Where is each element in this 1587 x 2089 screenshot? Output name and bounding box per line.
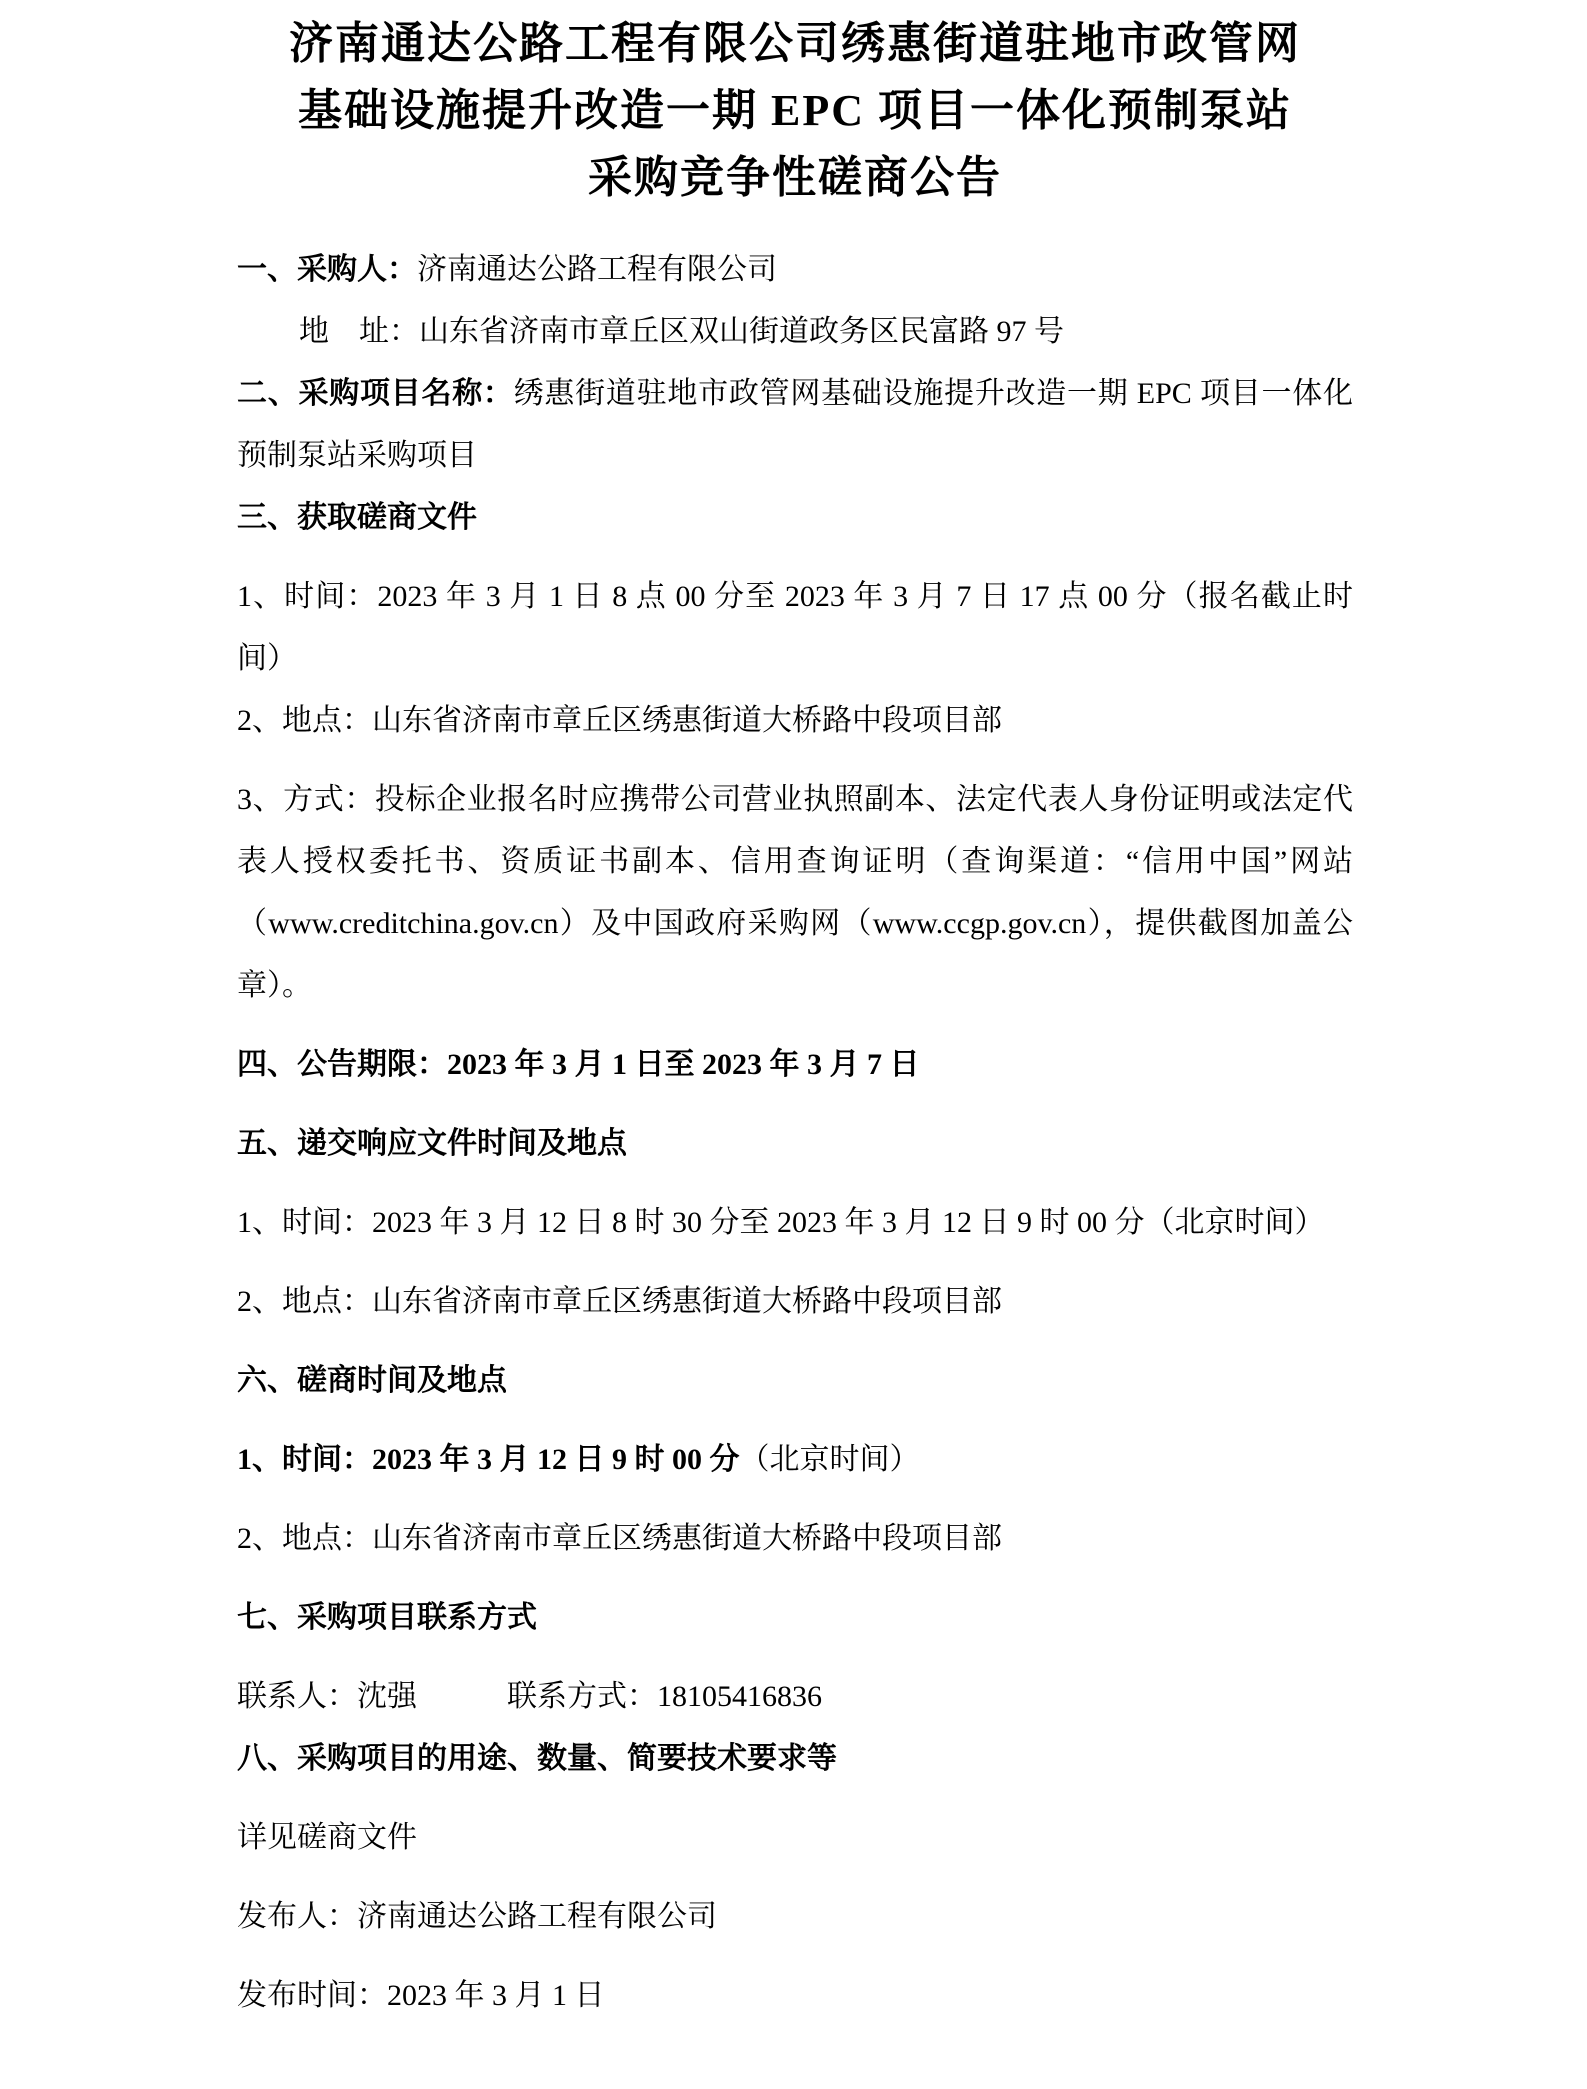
publisher-line: 发布人：济南通达公路工程有限公司 bbox=[237, 1900, 717, 1933]
document-title bbox=[237, 10, 1353, 211]
section-7-heading: 七、采购项目联系方式 bbox=[237, 1601, 537, 1634]
section-3-heading: 三、获取磋商文件 bbox=[237, 501, 477, 534]
section-6-item-place: 2、地点：山东省济南市章丘区绣惠街道大桥路中段项目部 bbox=[237, 1522, 1002, 1555]
publish-date-line: 发布时间：2023 年 3 月 1 日 bbox=[237, 1979, 605, 2012]
title-line-3: 采购竞争性磋商公告 bbox=[588, 153, 1002, 202]
buyer-address-line bbox=[237, 301, 1353, 363]
section-6-heading: 六、磋商时间及地点 bbox=[237, 1364, 507, 1397]
section-5-item-place: 2、地点：山东省济南市章丘区绣惠街道大桥路中段项目部 bbox=[237, 1285, 1002, 1318]
title-line-1: 济南通达公路工程有限公司绣惠街道驻地市政管网 bbox=[289, 19, 1301, 68]
section-8-detail: 详见磋商文件 bbox=[237, 1821, 417, 1854]
section-4-heading: 四、公告期限：2023 年 3 月 1 日至 2023 年 3 月 7 日 bbox=[237, 1048, 920, 1081]
section-5-item-time: 1、时间：2023 年 3 月 12 日 8 时 30 分至 2023 年 3 月 12 日 9 时 00 分（北京时间） bbox=[237, 1206, 1325, 1239]
address-label: 地 址： bbox=[299, 315, 419, 348]
section-5-heading: 五、递交响应文件时间及地点 bbox=[237, 1127, 627, 1160]
section-6-time-bold: 1、时间：2023 年 3 月 12 日 9 时 00 分 bbox=[237, 1443, 740, 1476]
buyer-line bbox=[237, 239, 1353, 301]
contact-line: 联系人：沈强 联系方式：18105416836 bbox=[237, 1680, 822, 1713]
section-3-item-place: 2、地点：山东省济南市章丘区绣惠街道大桥路中段项目部 bbox=[237, 704, 1002, 737]
section-8-heading: 八、采购项目的用途、数量、简要技术要求等 bbox=[237, 1742, 837, 1775]
section-6-item-time bbox=[237, 1429, 1353, 1491]
buyer-label: 一、采购人： bbox=[237, 253, 417, 286]
project-name-line bbox=[237, 363, 1353, 487]
section-3-item-method: 3、方式：投标企业报名时应携带公司营业执照副本、法定代表人身份证明或法定代表人授权委托书、资质证书副本、信用查询证明（查询渠道：“信用中国”网站（www.creditchina.gov.cn）及中国政府采购网（www.ccgp.gov.cn），提供截图加盖公章）。 bbox=[237, 783, 1353, 1002]
section-6-time-note: （北京时间） bbox=[739, 1443, 920, 1476]
section-3-item-time: 1、时间：2023 年 3 月 1 日 8 点 00 分至 2023 年 3 月 7 日 17 点 00 分（报名截止时间） bbox=[237, 580, 1353, 675]
project-name-value: 绣惠街道驻地市政管网基础设施提升改造一期 EPC 项目一体化预制泵站采购项目 bbox=[237, 377, 1353, 472]
address-value: 山东省济南市章丘区双山街道政务区民富路 97 号 bbox=[419, 315, 1064, 348]
buyer-value: 济南通达公路工程有限公司 bbox=[417, 253, 777, 286]
project-name-label: 二、采购项目名称： bbox=[237, 377, 514, 410]
title-line-2: 基础设施提升改造一期 EPC 项目一体化预制泵站 bbox=[298, 86, 1292, 135]
